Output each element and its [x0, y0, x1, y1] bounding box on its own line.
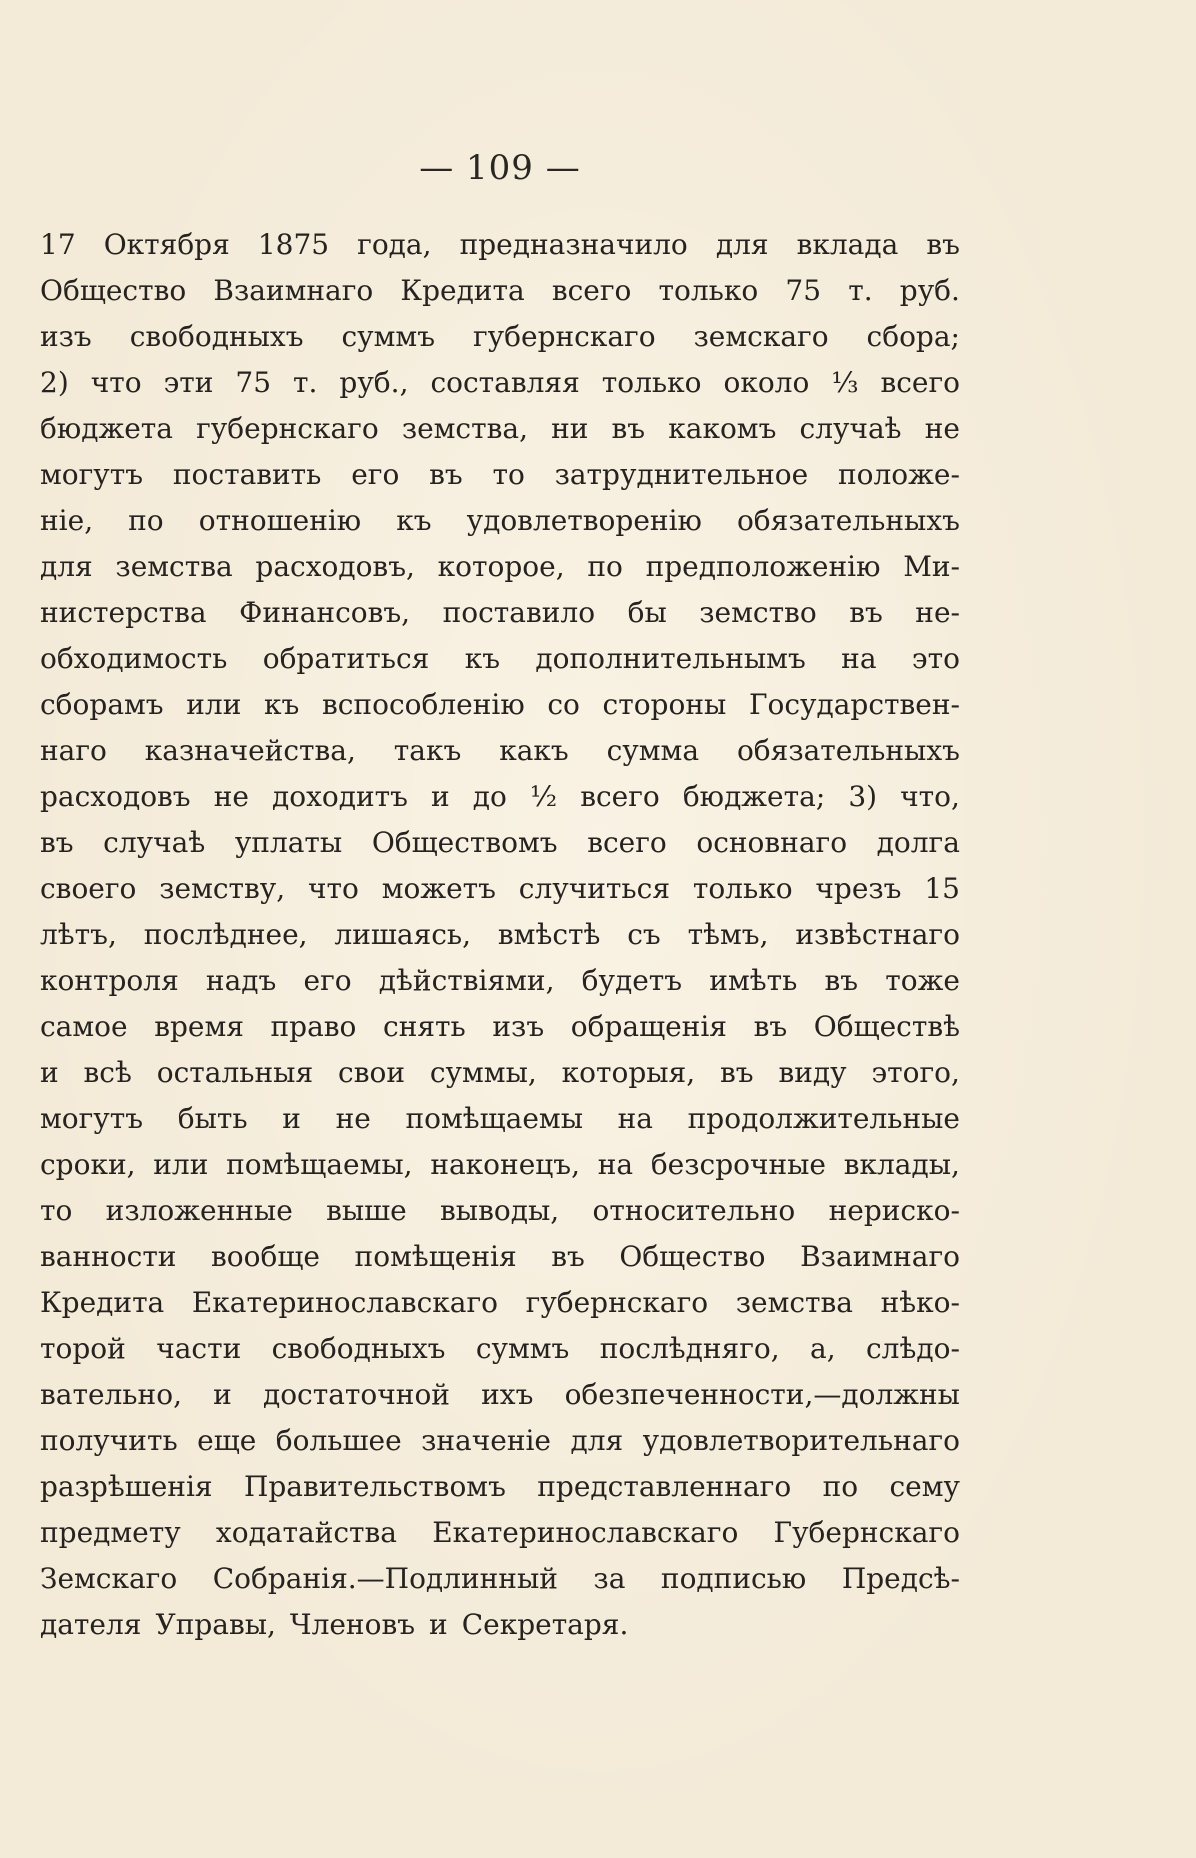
word: земскаго	[693, 320, 829, 353]
word: Секретаря.	[461, 1608, 629, 1641]
word: Обществомъ	[371, 826, 558, 859]
text-line	[40, 360, 960, 406]
word: въ	[611, 412, 646, 445]
word: сроки,	[40, 1148, 136, 1181]
word: свободныхъ	[129, 320, 304, 353]
word: затруднительное	[554, 458, 809, 491]
word: для	[715, 228, 769, 261]
word: Екатеринославскаго	[191, 1286, 498, 1319]
word: предназначило	[459, 228, 688, 261]
word: Предсѣ-	[841, 1562, 960, 1595]
word: Общество	[40, 274, 187, 307]
word: можетъ	[381, 872, 496, 905]
word: этого,	[871, 1056, 960, 1089]
word: относительно	[592, 1194, 796, 1227]
text-line	[40, 1280, 960, 1326]
word: изложенные	[105, 1194, 293, 1227]
word: случиться	[518, 872, 670, 905]
word: всего	[587, 826, 667, 859]
word: бюджета;	[682, 780, 826, 813]
word: губернскаго	[196, 412, 379, 445]
word: а,	[810, 1332, 836, 1365]
word: для	[40, 550, 93, 583]
text-line	[40, 682, 960, 728]
word: большее	[275, 1424, 402, 1457]
word: его	[351, 458, 400, 491]
word: къ	[464, 642, 501, 675]
word: ⅓	[831, 366, 859, 399]
word: удовлетворительнаго	[642, 1424, 960, 1457]
word: еще	[197, 1424, 257, 1457]
word: могутъ	[40, 458, 144, 491]
word: Земскаго	[40, 1562, 178, 1595]
text-line	[40, 1510, 960, 1556]
text-line	[40, 774, 960, 820]
word: уплаты	[234, 826, 343, 859]
word: его	[303, 964, 352, 997]
word: послѣднее,	[143, 918, 308, 951]
text-line	[40, 498, 960, 544]
word: свободныхъ	[271, 1332, 446, 1365]
word: 15	[924, 872, 960, 905]
word: всего	[580, 780, 660, 813]
word: т.	[848, 274, 873, 307]
word: что	[308, 872, 359, 905]
word: поставило	[442, 596, 596, 629]
word: случаѣ	[799, 412, 902, 445]
page-number: — 109 —	[419, 148, 581, 188]
word: обязательныхъ	[736, 734, 960, 767]
text-line	[40, 268, 960, 314]
text-line	[40, 866, 960, 912]
word: подписью	[660, 1562, 807, 1595]
word: ихъ	[481, 1378, 534, 1411]
word: не	[924, 412, 960, 445]
word: что	[90, 366, 142, 399]
word: тѣмъ,	[687, 918, 769, 951]
word: на	[617, 1102, 653, 1135]
word: на	[597, 1148, 634, 1181]
word: обходимость	[40, 642, 228, 675]
word: тоже	[885, 964, 960, 997]
word: составляя	[430, 366, 580, 399]
word: ніе,	[40, 504, 94, 537]
word: лишаясь,	[334, 918, 472, 951]
text-line	[40, 222, 960, 268]
word: Взаимнаго	[800, 1240, 960, 1273]
word: и	[431, 780, 450, 813]
word: что,	[900, 780, 960, 813]
word: Управы,	[155, 1608, 276, 1641]
text-line	[40, 1050, 960, 1096]
text-line	[40, 544, 960, 590]
text-line	[40, 1372, 960, 1418]
word: представленнаго	[537, 1470, 792, 1503]
text-line	[40, 1234, 960, 1280]
word: Финансовъ,	[239, 596, 411, 629]
word: слѣдо-	[866, 1332, 960, 1365]
word: выше	[326, 1194, 407, 1227]
word: разрѣшенія	[40, 1470, 213, 1503]
word: около	[723, 366, 810, 399]
word: выводы,	[440, 1194, 560, 1227]
body-text	[40, 222, 960, 1648]
word: или	[186, 688, 242, 721]
word: до	[472, 780, 507, 813]
word: удовлетворенію	[466, 504, 702, 537]
word: по	[822, 1470, 859, 1503]
word: положе-	[837, 458, 960, 491]
word: время	[154, 1010, 244, 1043]
text-line	[40, 912, 960, 958]
word: Членовъ	[289, 1608, 416, 1641]
text-line	[40, 728, 960, 774]
word: имѣть	[709, 964, 798, 997]
word: въ	[429, 458, 463, 491]
word: съ	[627, 918, 661, 951]
word: губернскаго	[525, 1286, 709, 1319]
word: помѣщенія	[354, 1240, 517, 1273]
word: и	[40, 1056, 59, 1089]
word: Обществѣ	[813, 1010, 960, 1043]
word: извѣстнаго	[795, 918, 960, 951]
text-line	[40, 958, 960, 1004]
text-line	[40, 1418, 960, 1464]
word: въ	[551, 1240, 585, 1273]
word: на	[841, 642, 877, 675]
word: Общество	[619, 1240, 766, 1273]
word: свои	[338, 1056, 405, 1089]
word: нѣко-	[880, 1286, 960, 1319]
word: доходитъ	[272, 780, 408, 813]
word: и	[282, 1102, 301, 1135]
word: чрезъ	[815, 872, 902, 905]
word: продолжительные	[687, 1102, 960, 1135]
word: нериско-	[828, 1194, 960, 1227]
word: самое	[40, 1010, 128, 1043]
word: казначейства,	[144, 734, 356, 767]
word: бюджета	[40, 412, 173, 445]
word: не	[213, 780, 249, 813]
word: къ	[264, 688, 300, 721]
word: такъ	[393, 734, 462, 767]
word: всего	[551, 274, 632, 307]
word: ванности	[40, 1240, 177, 1273]
word: сбора;	[866, 320, 960, 353]
word: по	[587, 550, 623, 583]
word: за	[593, 1562, 626, 1595]
word: Екатеринославскаго	[432, 1516, 739, 1549]
word: земства	[735, 1286, 853, 1319]
word: не-	[915, 596, 960, 629]
word: всего	[880, 366, 960, 399]
word: 17	[40, 228, 76, 261]
word: то	[40, 1194, 73, 1227]
word: остальныя	[156, 1056, 314, 1089]
text-line	[40, 1464, 960, 1510]
word: суммъ	[341, 320, 436, 353]
word: стороны	[602, 688, 727, 721]
word: долга	[876, 826, 960, 859]
word: Кредита	[40, 1286, 165, 1319]
word: 2)	[40, 366, 69, 399]
text-line	[40, 636, 960, 682]
word: расходовъ,	[255, 550, 415, 583]
word: наконецъ,	[430, 1148, 580, 1181]
word: только	[658, 274, 759, 307]
word: вмѣстѣ	[497, 918, 601, 951]
word: это	[911, 642, 960, 675]
text-line	[40, 820, 960, 866]
word: поставить	[172, 458, 322, 491]
word: въ	[926, 228, 960, 261]
word: 75	[785, 274, 822, 307]
text-line	[40, 1096, 960, 1142]
word: Государствен-	[748, 688, 960, 721]
word: 1875	[257, 228, 330, 261]
word: вообще	[211, 1240, 320, 1273]
word: части	[156, 1332, 242, 1365]
text-line	[40, 1326, 960, 1372]
word: эти	[163, 366, 214, 399]
word: торой	[40, 1332, 126, 1365]
word: вспособленію	[321, 688, 525, 721]
word: какомъ	[668, 412, 777, 445]
text-line	[40, 1556, 960, 1602]
text-line	[40, 1602, 960, 1648]
word: отношенію	[198, 504, 362, 537]
word: Ми-	[903, 550, 960, 583]
word: виду	[778, 1056, 847, 1089]
word: которое,	[437, 550, 565, 583]
word: изъ	[492, 1010, 545, 1043]
word: въ	[720, 1056, 754, 1089]
word: достаточной	[262, 1378, 450, 1411]
word: Собранія.—Подлинный	[212, 1562, 558, 1595]
word: т.	[293, 366, 318, 399]
word: обращенія	[570, 1010, 727, 1043]
word: Губернскаго	[773, 1516, 960, 1549]
word: вклада	[796, 228, 899, 261]
word: и	[213, 1378, 232, 1411]
word: для	[570, 1424, 624, 1457]
word: суммы,	[429, 1056, 537, 1089]
word: изъ	[40, 320, 92, 353]
word: не	[335, 1102, 371, 1135]
word: бы	[627, 596, 667, 629]
word: года,	[357, 228, 432, 261]
word: въ	[40, 826, 74, 859]
text-line	[40, 314, 960, 360]
text-line	[40, 406, 960, 452]
word: ни	[551, 412, 589, 445]
word: расходовъ	[40, 780, 191, 813]
word: въ	[849, 596, 883, 629]
word: своего	[40, 872, 137, 905]
text-line	[40, 1004, 960, 1050]
word: помѣщаемы	[405, 1102, 583, 1135]
text-line	[40, 1142, 960, 1188]
word: руб.,	[339, 366, 409, 399]
word: то	[492, 458, 525, 491]
word: руб.	[899, 274, 960, 307]
word: Взаимнаго	[213, 274, 374, 307]
text-line	[40, 1188, 960, 1234]
word: только	[692, 872, 793, 905]
word: основнаго	[696, 826, 848, 859]
word: и	[429, 1608, 448, 1641]
word: 75	[235, 366, 272, 399]
word: по	[128, 504, 164, 537]
word: предмету	[40, 1516, 181, 1549]
word: обязательныхъ	[736, 504, 960, 537]
word: значеніе	[421, 1424, 552, 1457]
word: ½	[529, 780, 558, 813]
word: будетъ	[581, 964, 683, 997]
word: которыя,	[561, 1056, 696, 1089]
word: какъ	[499, 734, 569, 767]
word: Кредита	[400, 274, 525, 307]
word: сумма	[606, 734, 700, 767]
word: Октября	[103, 228, 230, 261]
word: снять	[383, 1010, 466, 1043]
word: земству,	[159, 872, 286, 905]
word: сборамъ	[40, 688, 164, 721]
word: ходатайства	[215, 1516, 397, 1549]
word: контроля	[40, 964, 179, 997]
word: только	[601, 366, 702, 399]
word: обратиться	[262, 642, 430, 675]
word: дателя	[40, 1608, 142, 1641]
word: предположенію	[645, 550, 881, 583]
word: обезпеченности,—должны	[564, 1378, 960, 1411]
word: земство	[699, 596, 817, 629]
word: случаѣ	[103, 826, 206, 859]
word: въ	[824, 964, 859, 997]
text-line	[40, 452, 960, 498]
word: въ	[753, 1010, 788, 1043]
word: вательно,	[40, 1378, 182, 1411]
word: со	[547, 688, 580, 721]
word: надъ	[205, 964, 277, 997]
word: суммъ	[475, 1332, 570, 1365]
word: нистерства	[40, 596, 207, 629]
word: 3)	[848, 780, 878, 813]
word: безсрочные	[650, 1148, 827, 1181]
word: земства,	[401, 412, 528, 445]
word: дѣйствіями,	[378, 964, 555, 997]
text-line	[40, 590, 960, 636]
word: лѣтъ,	[40, 918, 117, 951]
word: губернскаго	[473, 320, 656, 353]
word: помѣщаемы,	[226, 1148, 413, 1181]
word: наго	[40, 734, 107, 767]
word: сему	[889, 1470, 960, 1503]
word: къ	[396, 504, 432, 537]
word: могутъ	[40, 1102, 144, 1135]
word: земства	[115, 550, 233, 583]
word: Правительствомъ	[243, 1470, 506, 1503]
word: вклады,	[843, 1148, 960, 1181]
word: послѣдняго,	[599, 1332, 780, 1365]
word: или	[153, 1148, 209, 1181]
word: дополнительнымъ	[535, 642, 806, 675]
word: получить	[40, 1424, 178, 1457]
word: быть	[177, 1102, 248, 1135]
word: всѣ	[83, 1056, 132, 1089]
word: право	[270, 1010, 357, 1043]
